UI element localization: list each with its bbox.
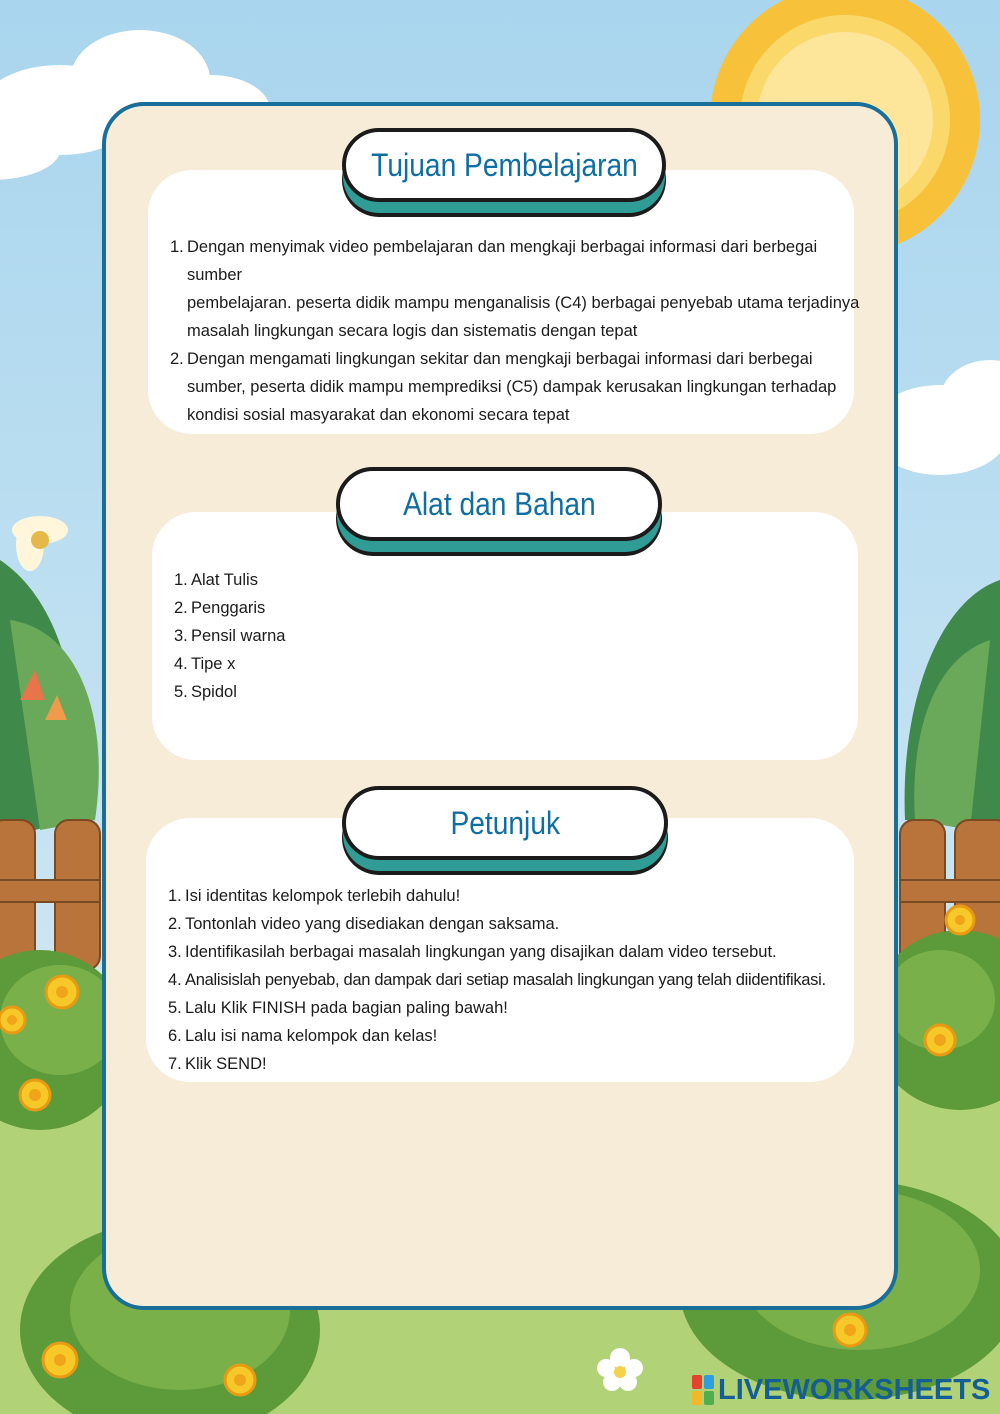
- list-item: 1. Isi identitas kelompok terlebih dahulu!: [168, 887, 461, 905]
- list-item: 4. Tipe x: [174, 655, 236, 673]
- list-item: 4. Analisislah penyebab, dan dampak dari setiap masalah lingkungan yang telah diidentifikasi.: [168, 971, 826, 989]
- tujuan-title: Tujuan Pembelajaran: [370, 146, 638, 183]
- liveworksheets-logo-icon: [692, 1375, 714, 1405]
- tujuan-title-pill: [342, 128, 666, 202]
- list-item: 6. Lalu isi nama kelompok dan kelas!: [168, 1027, 438, 1045]
- list-item: 5. Lalu Klik FINISH pada bagian paling bawah!: [168, 999, 508, 1017]
- list-item: 3. Identifikasilah berbagai masalah lingkungan yang disajikan dalam video tersebut.: [168, 943, 777, 961]
- alat-title-pill: [336, 467, 662, 541]
- list-item: 1. Alat Tulis: [174, 571, 258, 589]
- petunjuk-title-pill: [342, 786, 668, 860]
- list-item: 2. Tontonlah video yang disediakan dengan saksama.: [168, 915, 560, 933]
- watermark-text: LIVEWORKSHEETS: [718, 1373, 991, 1406]
- fence-left-icon: [0, 820, 100, 970]
- alat-list: [174, 566, 574, 706]
- tujuan-list: [170, 233, 860, 429]
- list-item: 1. Dengan menyimak video pembelajaran dan mengkaji berbagai informasi dari berbegai sumber pembelajaran. peserta didik mampu menganalisis (C4) berbagai penyebab utama terjadinya masalah lingkungan secara logis dan sistematis dengan tepat: [170, 238, 860, 340]
- liveworksheets-watermark[interactable]: [692, 1370, 990, 1410]
- list-item: 2. Dengan mengamati lingkungan sekitar dan mengkaji berbagai informasi dari berbegai sumber, peserta didik mampu memprediksi (C5) dampak kerusakan lingkungan terhadap kondisi sosial masyarakat dan ekonomi secara tepat: [170, 350, 837, 424]
- left-foliage-icon: [0, 516, 99, 840]
- petunjuk-list: [168, 882, 858, 1078]
- list-item: 5. Spidol: [174, 683, 237, 701]
- list-item: 2. Penggaris: [174, 599, 266, 617]
- petunjuk-title: Petunjuk: [450, 804, 560, 841]
- right-foliage-icon: [905, 580, 1000, 830]
- list-item: 3. Pensil warna: [174, 627, 286, 645]
- list-item: 7. Klik SEND!: [168, 1055, 267, 1073]
- alat-title: Alat dan Bahan: [402, 485, 596, 522]
